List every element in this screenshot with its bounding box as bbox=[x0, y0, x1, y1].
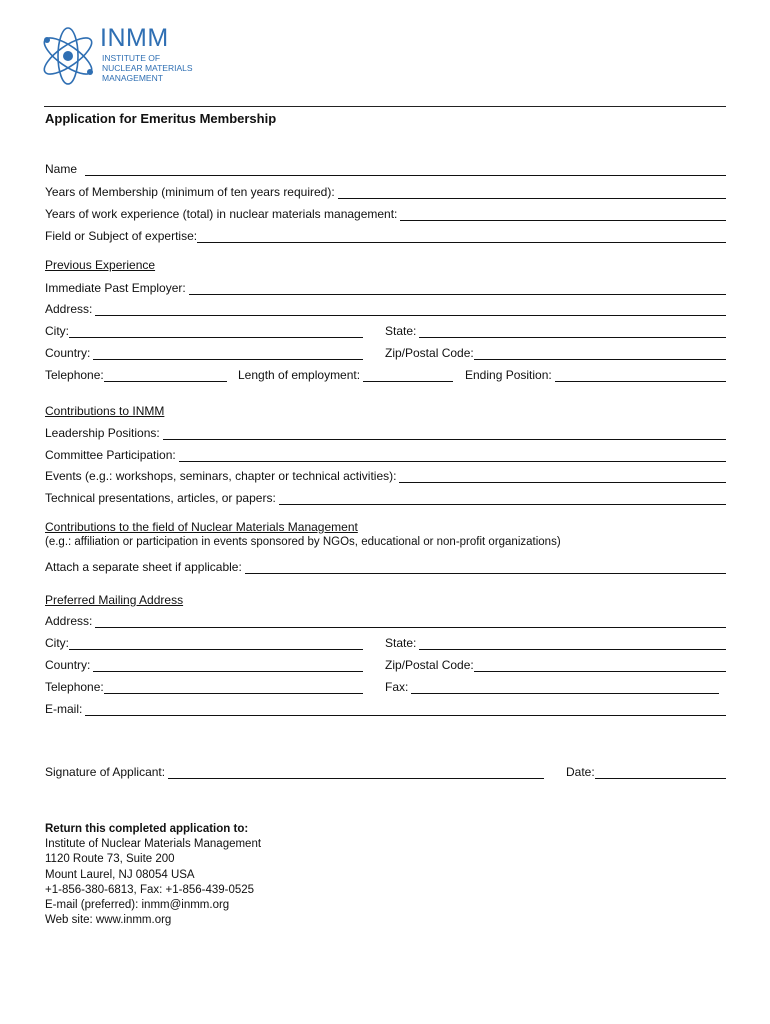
name-line[interactable] bbox=[85, 164, 726, 176]
previous-experience-heading: Previous Experience bbox=[45, 258, 156, 272]
return-heading: Return this completed application to: bbox=[45, 823, 249, 835]
form-title: Application for Emeritus Membership bbox=[45, 111, 277, 126]
mail-state-label: State: bbox=[385, 636, 417, 650]
presentations-label: Technical presentations, articles, or papers: bbox=[45, 491, 276, 505]
years-experience-field[interactable] bbox=[45, 205, 726, 221]
employer-label: Immediate Past Employer: bbox=[45, 281, 186, 295]
mail-state-line[interactable] bbox=[419, 638, 726, 650]
prev-zip-line[interactable] bbox=[474, 348, 726, 360]
prev-state-field[interactable] bbox=[385, 322, 726, 338]
contributions-heading: Contributions to INMM bbox=[45, 404, 165, 418]
mail-zip-label: Zip/Postal Code: bbox=[385, 658, 474, 672]
mail-country-label: Country: bbox=[45, 658, 91, 672]
years-membership-line[interactable] bbox=[338, 187, 726, 199]
mail-fax-field[interactable] bbox=[385, 678, 719, 694]
attach-line[interactable] bbox=[245, 562, 726, 574]
name-field[interactable] bbox=[45, 160, 726, 176]
committee-label: Committee Participation: bbox=[45, 448, 176, 462]
presentations-line[interactable] bbox=[279, 493, 726, 505]
presentations-field[interactable] bbox=[45, 489, 726, 505]
prev-address-label: Address: bbox=[45, 302, 93, 316]
logo-line-3: MANAGEMENT bbox=[102, 73, 163, 83]
prev-telephone-line[interactable] bbox=[104, 370, 227, 382]
prev-city-field[interactable] bbox=[45, 322, 363, 338]
return-email: E-mail (preferred): inmm@inmm.org bbox=[45, 899, 230, 912]
prev-country-field[interactable] bbox=[45, 344, 363, 360]
mail-telephone-line[interactable] bbox=[104, 682, 363, 694]
prev-state-line[interactable] bbox=[419, 326, 726, 338]
mail-email-label: E-mail: bbox=[45, 702, 83, 716]
leadership-field[interactable] bbox=[45, 424, 726, 440]
employment-length-line[interactable] bbox=[363, 370, 453, 382]
committee-line[interactable] bbox=[179, 450, 726, 462]
mail-address-line[interactable] bbox=[95, 616, 726, 628]
return-street: 1120 Route 73, Suite 200 bbox=[45, 853, 175, 866]
expertise-line[interactable] bbox=[197, 231, 726, 243]
prev-zip-label: Zip/Postal Code: bbox=[385, 346, 474, 360]
employment-length-label: Length of employment: bbox=[238, 368, 361, 382]
logo-wordmark: INMM bbox=[100, 24, 169, 52]
return-city: Mount Laurel, NJ 08054 USA bbox=[45, 868, 195, 881]
mail-city-field[interactable] bbox=[45, 634, 363, 650]
signature-label: Signature of Applicant: bbox=[45, 765, 166, 779]
mail-fax-line[interactable] bbox=[411, 682, 719, 694]
attach-field[interactable] bbox=[45, 558, 726, 574]
events-line[interactable] bbox=[399, 471, 726, 483]
signature-line[interactable] bbox=[168, 767, 544, 779]
prev-state-label: State: bbox=[385, 324, 417, 338]
years-membership-field[interactable] bbox=[45, 183, 726, 199]
mailing-heading: Preferred Mailing Address bbox=[45, 593, 184, 607]
prev-country-label: Country: bbox=[45, 346, 91, 360]
prev-zip-field[interactable] bbox=[385, 344, 726, 360]
years-experience-label: Years of work experience (total) in nuclear materials management: bbox=[45, 207, 398, 221]
events-field[interactable] bbox=[45, 467, 726, 483]
expertise-label: Field or Subject of expertise: bbox=[45, 229, 198, 243]
attach-label: Attach a separate sheet if applicable: bbox=[45, 560, 242, 574]
atom-icon bbox=[38, 22, 102, 88]
logo-line-2: NUCLEAR MATERIALS bbox=[102, 63, 193, 73]
mail-country-field[interactable] bbox=[45, 656, 363, 672]
prev-city-line[interactable] bbox=[69, 326, 363, 338]
return-website: Web site: www.inmm.org bbox=[45, 914, 172, 927]
return-info bbox=[45, 822, 261, 928]
prev-telephone-label: Telephone: bbox=[45, 368, 104, 382]
date-line[interactable] bbox=[595, 767, 726, 779]
field-contributions-heading: Contributions to the field of Nuclear Materials Management bbox=[45, 520, 358, 534]
employer-field[interactable] bbox=[45, 279, 726, 295]
employment-length-field[interactable] bbox=[238, 366, 453, 382]
expertise-field[interactable] bbox=[45, 227, 726, 243]
ending-position-field[interactable] bbox=[465, 366, 726, 382]
prev-city-label: City: bbox=[45, 324, 69, 338]
prev-address-line[interactable] bbox=[95, 304, 726, 316]
field-contributions-note: (e.g.: affiliation or participation in events sponsored by NGOs, educational or non-profit organizations) bbox=[45, 536, 561, 548]
committee-field[interactable] bbox=[45, 446, 726, 462]
leadership-label: Leadership Positions: bbox=[45, 426, 160, 440]
employer-line[interactable] bbox=[189, 283, 726, 295]
mail-address-label: Address: bbox=[45, 614, 93, 628]
mail-city-line[interactable] bbox=[69, 638, 363, 650]
header-divider bbox=[44, 106, 726, 107]
date-label: Date: bbox=[566, 765, 595, 779]
return-phone-fax: +1-856-380-6813, Fax: +1-856-439-0525 bbox=[45, 883, 255, 896]
mail-telephone-label: Telephone: bbox=[45, 680, 104, 694]
mail-email-field[interactable] bbox=[45, 700, 726, 716]
return-org: Institute of Nuclear Materials Management bbox=[45, 838, 262, 851]
prev-country-line[interactable] bbox=[93, 348, 363, 360]
date-field[interactable] bbox=[566, 763, 726, 779]
mail-fax-label: Fax: bbox=[385, 680, 409, 694]
ending-position-line[interactable] bbox=[555, 370, 726, 382]
inmm-logo bbox=[38, 22, 208, 90]
mail-telephone-field[interactable] bbox=[45, 678, 363, 694]
events-label: Events (e.g.: workshops, seminars, chapter or technical activities): bbox=[45, 469, 397, 483]
mail-address-field[interactable] bbox=[45, 612, 726, 628]
mail-email-line[interactable] bbox=[85, 704, 726, 716]
name-label: Name bbox=[45, 162, 78, 176]
logo-line-1: INSTITUTE OF bbox=[102, 53, 161, 63]
mail-state-field[interactable] bbox=[385, 634, 726, 650]
mail-country-line[interactable] bbox=[93, 660, 363, 672]
mail-zip-field[interactable] bbox=[385, 656, 726, 672]
leadership-line[interactable] bbox=[163, 428, 726, 440]
signature-field[interactable] bbox=[45, 763, 544, 779]
prev-telephone-field[interactable] bbox=[45, 366, 227, 382]
years-membership-label: Years of Membership (minimum of ten years required): bbox=[45, 185, 335, 199]
years-experience-line[interactable] bbox=[400, 209, 726, 221]
mail-zip-line[interactable] bbox=[474, 660, 726, 672]
mail-city-label: City: bbox=[45, 636, 69, 650]
prev-address-field[interactable] bbox=[45, 300, 726, 316]
ending-position-label: Ending Position: bbox=[465, 368, 552, 382]
